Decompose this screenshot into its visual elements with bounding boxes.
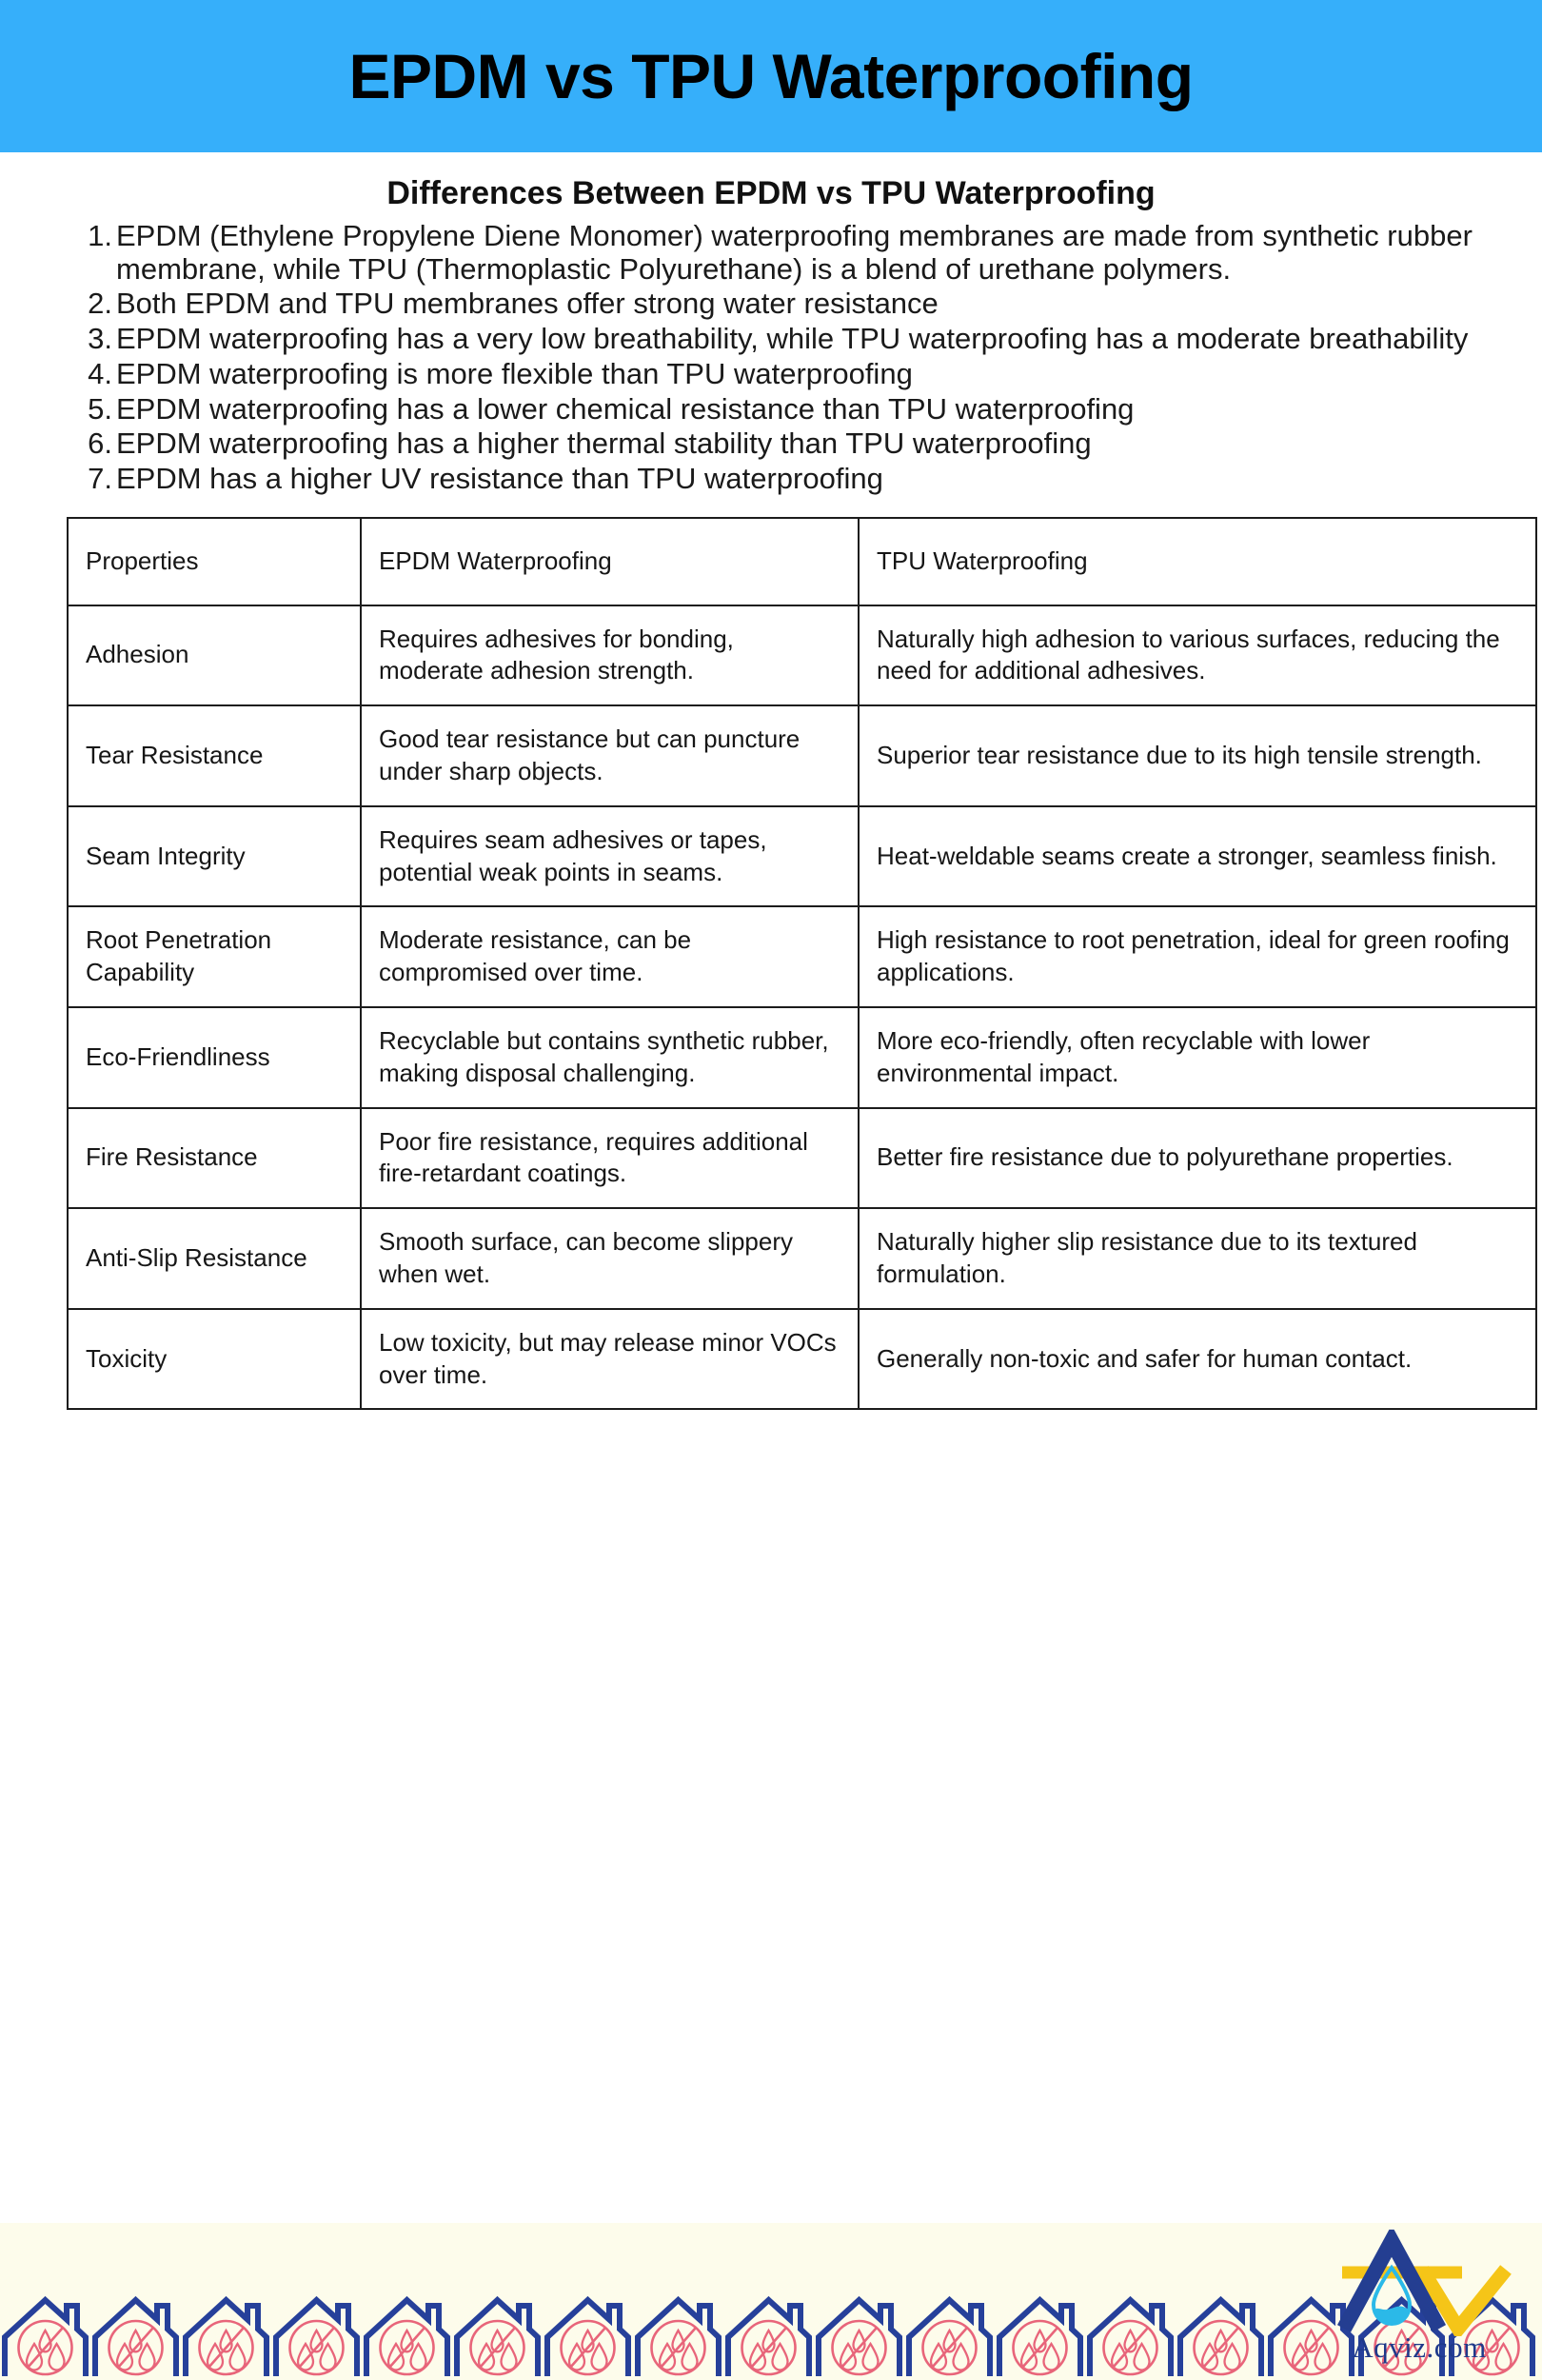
list-item: EPDM waterproofing has a lower chemical resistance than TPU waterproofing [116,391,1135,426]
table-row [68,1108,1536,1209]
no-water-house-icon [904,2292,995,2380]
table-column-header: EPDM Waterproofing [361,518,859,605]
table-row [68,1309,1536,1410]
comparison-table-wrapper [67,517,1510,1411]
brand-name: Aqviz.com [1352,2330,1487,2364]
table-cell-epdm: Low toxicity, but may release minor VOCs over time. [361,1309,859,1410]
table-cell-property: Fire Resistance [68,1108,361,1209]
table-row [68,1007,1536,1108]
no-water-house-icon [633,2292,723,2380]
table-cell-property: Tear Resistance [68,705,361,806]
table-cell-property: Anti-Slip Resistance [68,1208,361,1309]
table-cell-tpu: Naturally high adhesion to various surfaces, reducing the need for additional adhesives. [859,605,1536,706]
no-water-house-icon [181,2292,271,2380]
list-item: EPDM waterproofing has a higher thermal stability than TPU waterproofing [116,426,1092,461]
table-column-header: TPU Waterproofing [859,518,1536,605]
no-water-house-icon [271,2292,362,2380]
page-header-banner [0,0,1542,152]
no-water-house-icon [1176,2292,1266,2380]
main-content [0,175,1542,1410]
table-row [68,1208,1536,1309]
list-item: EPDM waterproofing has a very low breathability, while TPU waterproofing has a moderate breathability [116,322,1469,356]
list-item: EPDM waterproofing is more flexible than TPU waterproofing [116,356,913,390]
table-header-row [68,518,1536,605]
table-cell-tpu: Generally non-toxic and safer for human contact. [859,1309,1536,1410]
no-water-house-icon [90,2292,181,2380]
list-item: EPDM (Ethylene Propylene Diene Monomer) waterproofing membranes are made from synthetic rubber membrane, while TPU (Thermoplastic Polyurethane) is a blend of urethane polymers. [116,219,1473,286]
footer-decoration-band [0,2223,1542,2380]
differences-list [70,220,1485,496]
table-cell-property: Seam Integrity [68,806,361,907]
brand-logo[interactable] [1319,2230,1519,2374]
table-cell-property: Root Penetration Capability [68,906,361,1007]
no-water-house-icon [1085,2292,1176,2380]
table-column-header: Properties [68,518,361,605]
list-item: Both EPDM and TPU membranes offer strong water resistance [116,287,939,321]
house-icon-strip [0,2292,1542,2380]
table-cell-property: Eco-Friendliness [68,1007,361,1108]
table-row [68,806,1536,907]
table-cell-epdm: Requires seam adhesives or tapes, potential weak points in seams. [361,806,859,907]
table-row [68,605,1536,706]
table-cell-tpu: High resistance to root penetration, ideal for green roofing applications. [859,906,1536,1007]
table-cell-epdm: Moderate resistance, can be compromised over time. [361,906,859,1007]
no-water-house-icon [543,2292,633,2380]
table-cell-epdm: Recyclable but contains synthetic rubber, making disposal challenging. [361,1007,859,1108]
no-water-house-icon [0,2292,90,2380]
section-subtitle: Differences Between EPDM vs TPU Waterproofing [386,175,1156,211]
aqviz-logo-mark [1319,2230,1519,2336]
table-cell-epdm: Smooth surface, can become slippery when wet. [361,1208,859,1309]
table-cell-tpu: More eco-friendly, often recyclable with lower environmental impact. [859,1007,1536,1108]
table-cell-property: Toxicity [68,1309,361,1410]
comparison-table [67,517,1537,1411]
table-row [68,906,1536,1007]
no-water-house-icon [362,2292,452,2380]
no-water-house-icon [814,2292,904,2380]
table-cell-epdm: Requires adhesives for bonding, moderate adhesion strength. [361,605,859,706]
table-cell-tpu: Heat-weldable seams create a stronger, seamless finish. [859,806,1536,907]
no-water-house-icon [723,2292,814,2380]
no-water-house-icon [452,2292,543,2380]
table-row [68,705,1536,806]
table-cell-epdm: Good tear resistance but can puncture under sharp objects. [361,705,859,806]
list-item: EPDM has a higher UV resistance than TPU waterproofing [116,462,883,496]
no-water-house-icon [995,2292,1085,2380]
table-cell-property: Adhesion [68,605,361,706]
table-cell-epdm: Poor fire resistance, requires additional fire-retardant coatings. [361,1108,859,1209]
table-cell-tpu: Naturally higher slip resistance due to its textured formulation. [859,1208,1536,1309]
table-cell-tpu: Superior tear resistance due to its high tensile strength. [859,705,1536,806]
table-cell-tpu: Better fire resistance due to polyurethane properties. [859,1108,1536,1209]
page-title: EPDM vs TPU Waterproofing [348,41,1194,111]
